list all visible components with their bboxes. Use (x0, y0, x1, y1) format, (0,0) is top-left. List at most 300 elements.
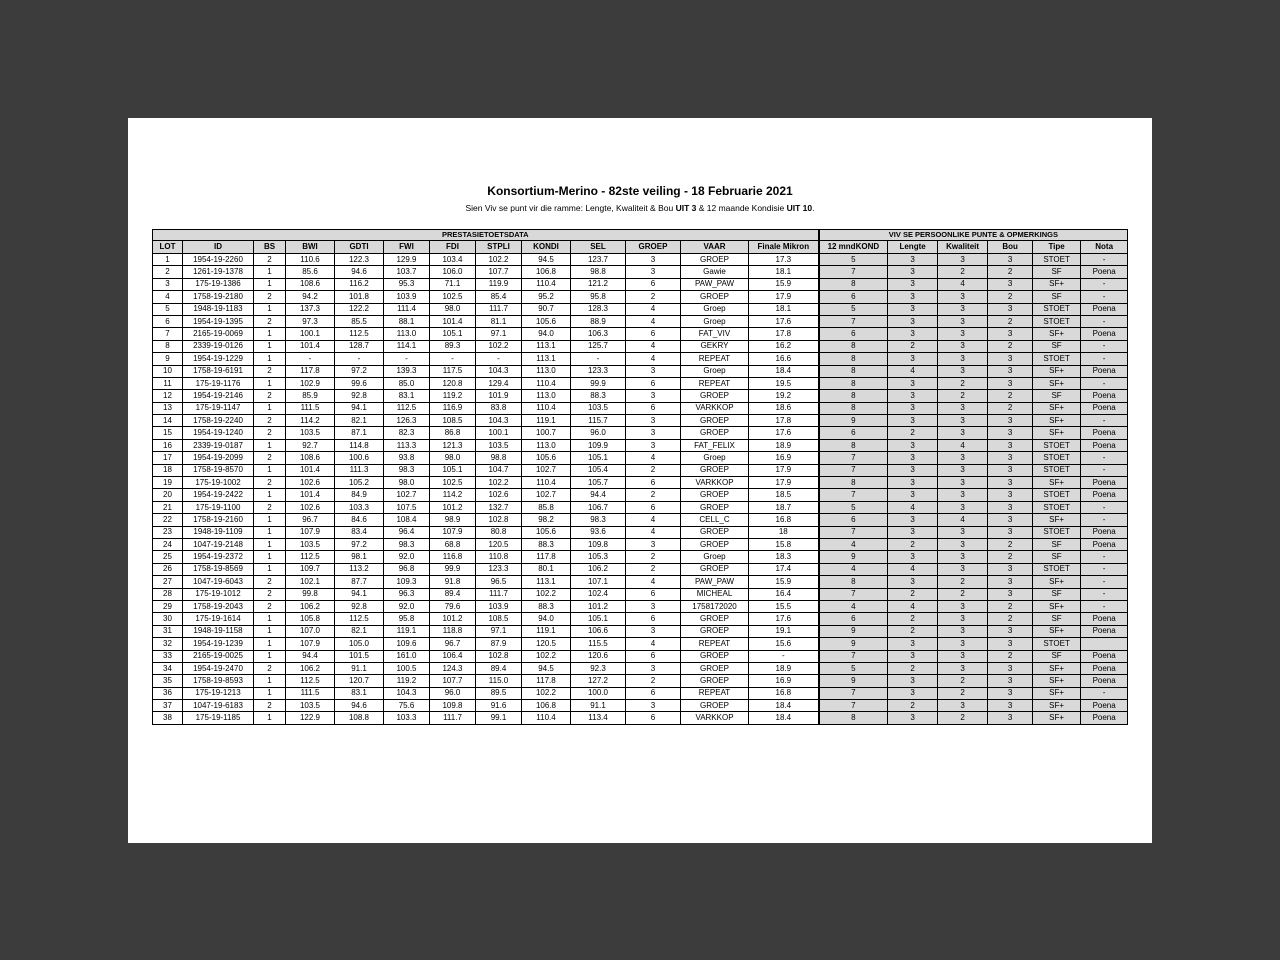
cell-tipe: SF (1033, 390, 1081, 402)
cell-12mndkond: 4 (819, 600, 888, 612)
cell-12mndkond: 7 (819, 452, 888, 464)
cell-lot: 27 (153, 576, 183, 588)
cell-fdi: 108.5 (430, 415, 476, 427)
cell-stpli: 87.9 (476, 638, 522, 650)
cell-lot: 11 (153, 377, 183, 389)
cell-bou: 3 (988, 588, 1033, 600)
cell-bwi: 107.0 (286, 625, 335, 637)
cell-nota: - (1081, 551, 1128, 563)
subtitle-bold-uit3: UIT 3 (675, 203, 697, 213)
cell-bou: 3 (988, 353, 1033, 365)
cell-lengte: 2 (888, 625, 938, 637)
cell-lot: 34 (153, 662, 183, 674)
cell-12mndkond: 8 (819, 477, 888, 489)
cell-gdti: 82.1 (335, 415, 384, 427)
cell-groep: 3 (626, 427, 681, 439)
cell-fdi: 114.2 (430, 489, 476, 501)
cell-stpli: 103.9 (476, 600, 522, 612)
cell-id: 175-19-1185 (183, 712, 254, 724)
cell-kwaliteit: 3 (938, 563, 988, 575)
cell-groep: 3 (626, 439, 681, 451)
cell-bou: 3 (988, 477, 1033, 489)
cell-nota: - (1081, 464, 1128, 476)
cell-12mndkond: 8 (819, 576, 888, 588)
col-header-stpli: STPLI (476, 241, 522, 254)
cell-sel: 123.7 (571, 254, 626, 266)
cell-bwi: 96.7 (286, 514, 335, 526)
cell-fdi: 107.9 (430, 526, 476, 538)
cell-kondi: 95.2 (522, 291, 571, 303)
cell-nota: Poena (1081, 700, 1128, 712)
cell-nota: - (1081, 415, 1128, 427)
cell-kwaliteit: 4 (938, 278, 988, 290)
cell-lengte: 4 (888, 365, 938, 377)
cell-lengte: 4 (888, 501, 938, 513)
cell-nota: - (1081, 687, 1128, 699)
cell-gdti: 101.8 (335, 291, 384, 303)
cell-finale-mikron: 17.4 (749, 563, 819, 575)
cell-kwaliteit: 2 (938, 712, 988, 724)
cell-12mndkond: 5 (819, 303, 888, 315)
cell-12mndkond: 8 (819, 377, 888, 389)
cell-vaar: GROEP (681, 613, 749, 625)
cell-nota: Poena (1081, 526, 1128, 538)
cell-groep: 3 (626, 365, 681, 377)
cell-gdti: 84.6 (335, 514, 384, 526)
cell-kondi: 100.7 (522, 427, 571, 439)
cell-fwi: 119.2 (384, 675, 430, 687)
cell-12mndkond: 9 (819, 625, 888, 637)
cell-vaar: Groep (681, 551, 749, 563)
cell-12mndkond: 6 (819, 613, 888, 625)
cell-bs: 2 (254, 600, 286, 612)
cell-lot: 12 (153, 390, 183, 402)
cell-finale-mikron: 16.2 (749, 340, 819, 352)
cell-gdti: 87.1 (335, 427, 384, 439)
cell-vaar: GROEP (681, 415, 749, 427)
cell-nota (1081, 638, 1128, 650)
cell-12mndkond: 8 (819, 353, 888, 365)
cell-fdi: 121.3 (430, 439, 476, 451)
cell-tipe: SF+ (1033, 278, 1081, 290)
cell-bou: 3 (988, 427, 1033, 439)
cell-sel: 105.4 (571, 464, 626, 476)
table-row (153, 353, 1128, 365)
cell-bou: 2 (988, 600, 1033, 612)
cell-tipe: STOET (1033, 315, 1081, 327)
cell-tipe: SF+ (1033, 377, 1081, 389)
cell-id: 175-19-1176 (183, 377, 254, 389)
cell-stpli: 102.8 (476, 650, 522, 662)
col-header-finale-mikron: Finale Mikron (749, 241, 819, 254)
cell-vaar: REPEAT (681, 638, 749, 650)
cell-finale-mikron: 16.9 (749, 675, 819, 687)
cell-groep: 2 (626, 291, 681, 303)
cell-lengte: 2 (888, 427, 938, 439)
cell-nota: - (1081, 501, 1128, 513)
cell-lengte: 3 (888, 439, 938, 451)
cell-tipe: SF+ (1033, 328, 1081, 340)
cell-vaar: FAT_FELIX (681, 439, 749, 451)
table-row (153, 687, 1128, 699)
table-row (153, 662, 1128, 674)
cell-gdti: 100.6 (335, 452, 384, 464)
cell-lengte: 3 (888, 452, 938, 464)
cell-id: 1954-19-2470 (183, 662, 254, 674)
cell-fdi: 89.3 (430, 340, 476, 352)
cell-stpli: 97.1 (476, 328, 522, 340)
cell-kondi: 110.4 (522, 377, 571, 389)
cell-gdti: 101.5 (335, 650, 384, 662)
cell-bs: 1 (254, 687, 286, 699)
cell-lengte: 3 (888, 353, 938, 365)
cell-finale-mikron: 18 (749, 526, 819, 538)
cell-bwi: 112.5 (286, 551, 335, 563)
cell-finale-mikron: 17.6 (749, 427, 819, 439)
cell-gdti: 85.5 (335, 315, 384, 327)
cell-fdi: 98.0 (430, 452, 476, 464)
cell-fdi: 103.4 (430, 254, 476, 266)
table-row (153, 700, 1128, 712)
cell-stpli: 102.2 (476, 477, 522, 489)
cell-stpli: 97.1 (476, 625, 522, 637)
cell-sel: 94.4 (571, 489, 626, 501)
cell-id: 2339-19-0126 (183, 340, 254, 352)
cell-finale-mikron: 16.4 (749, 588, 819, 600)
cell-bs: 2 (254, 291, 286, 303)
cell-bwi: 101.4 (286, 340, 335, 352)
cell-lot: 18 (153, 464, 183, 476)
cell-kwaliteit: 3 (938, 613, 988, 625)
cell-finale-mikron: 16.9 (749, 452, 819, 464)
cell-lot: 38 (153, 712, 183, 724)
col-header-lengte: Lengte (888, 241, 938, 254)
cell-kondi: 88.3 (522, 538, 571, 550)
cell-kondi: 113.0 (522, 365, 571, 377)
cell-gdti: 92.8 (335, 600, 384, 612)
table-row (153, 266, 1128, 278)
cell-stpli: 104.3 (476, 415, 522, 427)
cell-sel: 106.3 (571, 328, 626, 340)
cell-sel: 96.0 (571, 427, 626, 439)
cell-tipe: SF+ (1033, 700, 1081, 712)
cell-bou: 3 (988, 675, 1033, 687)
cell-bs: 1 (254, 464, 286, 476)
cell-groep: 6 (626, 278, 681, 290)
cell-kondi: 80.1 (522, 563, 571, 575)
cell-lengte: 3 (888, 402, 938, 414)
cell-gdti: 94.6 (335, 266, 384, 278)
cell-12mndkond: 9 (819, 415, 888, 427)
cell-bs: 1 (254, 526, 286, 538)
cell-fdi: 99.9 (430, 563, 476, 575)
cell-bs: 1 (254, 377, 286, 389)
cell-gdti: 112.5 (335, 613, 384, 625)
cell-finale-mikron: 18.4 (749, 712, 819, 724)
cell-vaar: Gawie (681, 266, 749, 278)
cell-kwaliteit: 3 (938, 477, 988, 489)
cell-vaar: GROEP (681, 489, 749, 501)
cell-bwi: 94.2 (286, 291, 335, 303)
cell-vaar: GROEP (681, 254, 749, 266)
cell-kwaliteit: 3 (938, 625, 988, 637)
cell-lot: 31 (153, 625, 183, 637)
cell-kondi: 85.8 (522, 501, 571, 513)
cell-sel: 101.2 (571, 600, 626, 612)
subtitle-text-1: Sien Viv se punt vir die ramme: Lengte, Kwaliteit & Bou (465, 203, 676, 213)
cell-stpli: 99.1 (476, 712, 522, 724)
cell-fwi: 113.0 (384, 328, 430, 340)
cell-stpli: 102.2 (476, 340, 522, 352)
cell-finale-mikron: 17.6 (749, 613, 819, 625)
cell-bwi: 137.3 (286, 303, 335, 315)
cell-kwaliteit: 2 (938, 390, 988, 402)
cell-id: 175-19-1012 (183, 588, 254, 600)
cell-lengte: 2 (888, 700, 938, 712)
cell-fwi: 102.7 (384, 489, 430, 501)
cell-nota: - (1081, 600, 1128, 612)
cell-kondi: 110.4 (522, 712, 571, 724)
cell-kondi: 102.2 (522, 588, 571, 600)
cell-groep: 6 (626, 501, 681, 513)
cell-bou: 3 (988, 303, 1033, 315)
cell-sel: 99.9 (571, 377, 626, 389)
cell-groep: 4 (626, 303, 681, 315)
col-header-id: ID (183, 241, 254, 254)
cell-id: 1261-19-1378 (183, 266, 254, 278)
cell-gdti: 122.2 (335, 303, 384, 315)
cell-kondi: 117.8 (522, 551, 571, 563)
cell-kondi: 90.7 (522, 303, 571, 315)
cell-finale-mikron: 18.1 (749, 266, 819, 278)
cell-bou: 3 (988, 712, 1033, 724)
cell-nota: - (1081, 254, 1128, 266)
cell-stpli: - (476, 353, 522, 365)
cell-lengte: 2 (888, 340, 938, 352)
cell-tipe: SF (1033, 291, 1081, 303)
cell-12mndkond: 8 (819, 439, 888, 451)
cell-fwi: 103.3 (384, 712, 430, 724)
cell-nota: - (1081, 340, 1128, 352)
cell-stpli: 129.4 (476, 377, 522, 389)
cell-sel: 127.2 (571, 675, 626, 687)
cell-vaar: Groep (681, 452, 749, 464)
cell-kwaliteit: 3 (938, 452, 988, 464)
cell-tipe: SF+ (1033, 402, 1081, 414)
cell-bwi: 110.6 (286, 254, 335, 266)
cell-bs: 1 (254, 266, 286, 278)
group-header-row (153, 230, 1128, 241)
col-header-lot: LOT (153, 241, 183, 254)
cell-vaar: GROEP (681, 501, 749, 513)
cell-gdti: 122.3 (335, 254, 384, 266)
cell-groep: 2 (626, 563, 681, 575)
cell-finale-mikron: 15.9 (749, 278, 819, 290)
cell-kwaliteit: 2 (938, 687, 988, 699)
cell-kwaliteit: 2 (938, 377, 988, 389)
cell-id: 1954-19-1240 (183, 427, 254, 439)
cell-bs: 1 (254, 650, 286, 662)
cell-sel: 109.8 (571, 538, 626, 550)
cell-fdi: 101.2 (430, 501, 476, 513)
cell-tipe: SF+ (1033, 576, 1081, 588)
cell-tipe: SF+ (1033, 477, 1081, 489)
cell-kwaliteit: 2 (938, 588, 988, 600)
cell-lot: 13 (153, 402, 183, 414)
cell-kwaliteit: 3 (938, 489, 988, 501)
cell-fdi: 101.4 (430, 315, 476, 327)
cell-fdi: 105.1 (430, 328, 476, 340)
cell-sel: 91.1 (571, 700, 626, 712)
cell-vaar: GROEP (681, 625, 749, 637)
cell-bs: 1 (254, 675, 286, 687)
cell-stpli: 132.7 (476, 501, 522, 513)
cell-nota: - (1081, 377, 1128, 389)
cell-fdi: 91.8 (430, 576, 476, 588)
cell-lengte: 3 (888, 291, 938, 303)
table-row (153, 402, 1128, 414)
cell-fwi: 109.3 (384, 576, 430, 588)
cell-sel: 105.1 (571, 452, 626, 464)
table-row (153, 315, 1128, 327)
cell-lot: 36 (153, 687, 183, 699)
table-row (153, 415, 1128, 427)
cell-vaar: GEKRY (681, 340, 749, 352)
cell-lot: 3 (153, 278, 183, 290)
cell-vaar: FAT_VIV (681, 328, 749, 340)
cell-lot: 10 (153, 365, 183, 377)
cell-stpli: 115.0 (476, 675, 522, 687)
cell-lot: 32 (153, 638, 183, 650)
cell-bwi: 92.7 (286, 439, 335, 451)
cell-bwi: 112.5 (286, 675, 335, 687)
cell-lengte: 3 (888, 477, 938, 489)
cell-bs: 1 (254, 712, 286, 724)
cell-12mndkond: 7 (819, 588, 888, 600)
cell-tipe: SF (1033, 613, 1081, 625)
cell-lengte: 3 (888, 675, 938, 687)
cell-lengte: 3 (888, 526, 938, 538)
cell-vaar: Groep (681, 365, 749, 377)
cell-tipe: SF (1033, 650, 1081, 662)
cell-bou: 3 (988, 365, 1033, 377)
cell-sel: 115.5 (571, 638, 626, 650)
table-row (153, 464, 1128, 476)
cell-fwi: 93.8 (384, 452, 430, 464)
cell-12mndkond: 7 (819, 266, 888, 278)
cell-lot: 1 (153, 254, 183, 266)
cell-nota: - (1081, 563, 1128, 575)
cell-bs: 1 (254, 613, 286, 625)
cell-fwi: 109.6 (384, 638, 430, 650)
cell-gdti: 82.1 (335, 625, 384, 637)
cell-gdti: 99.6 (335, 377, 384, 389)
cell-gdti: 98.1 (335, 551, 384, 563)
cell-bou: 2 (988, 315, 1033, 327)
cell-groep: 6 (626, 402, 681, 414)
cell-kwaliteit: 3 (938, 662, 988, 674)
cell-lengte: 3 (888, 464, 938, 476)
cell-groep: 2 (626, 675, 681, 687)
cell-bou: 3 (988, 514, 1033, 526)
cell-kondi: 113.1 (522, 353, 571, 365)
cell-nota: - (1081, 576, 1128, 588)
cell-id: 1758-19-2043 (183, 600, 254, 612)
cell-bou: 3 (988, 625, 1033, 637)
cell-sel: 105.3 (571, 551, 626, 563)
group-header-prestasietoetsdata: PRESTASIETOETSDATA (153, 230, 819, 241)
table-row (153, 254, 1128, 266)
cell-bwi: 106.2 (286, 600, 335, 612)
cell-id: 175-19-1002 (183, 477, 254, 489)
cell-groep: 6 (626, 377, 681, 389)
col-header-fwi: FWI (384, 241, 430, 254)
cell-lot: 7 (153, 328, 183, 340)
cell-bou: 3 (988, 563, 1033, 575)
cell-tipe: STOET (1033, 254, 1081, 266)
cell-gdti: 92.8 (335, 390, 384, 402)
cell-fdi: 101.2 (430, 613, 476, 625)
cell-fdi: 111.7 (430, 712, 476, 724)
cell-fdi: 116.8 (430, 551, 476, 563)
cell-tipe: SF+ (1033, 427, 1081, 439)
cell-fwi: 95.8 (384, 613, 430, 625)
cell-lot: 23 (153, 526, 183, 538)
cell-nota: Poena (1081, 266, 1128, 278)
cell-lengte: 3 (888, 254, 938, 266)
cell-kondi: 102.7 (522, 489, 571, 501)
cell-12mndkond: 6 (819, 514, 888, 526)
cell-bou: 2 (988, 266, 1033, 278)
cell-stpli: 80.8 (476, 526, 522, 538)
cell-nota: Poena (1081, 328, 1128, 340)
cell-fdi: 96.7 (430, 638, 476, 650)
col-header-nota: Nota (1081, 241, 1128, 254)
cell-kwaliteit: 3 (938, 291, 988, 303)
cell-bou: 2 (988, 650, 1033, 662)
cell-12mndkond: 8 (819, 712, 888, 724)
cell-vaar: PAW_PAW (681, 278, 749, 290)
cell-sel: 121.2 (571, 278, 626, 290)
table-row (153, 551, 1128, 563)
cell-bs: 1 (254, 563, 286, 575)
table-row (153, 291, 1128, 303)
table-body (153, 254, 1128, 725)
cell-nota: Poena (1081, 365, 1128, 377)
cell-id: 1954-19-1229 (183, 353, 254, 365)
cell-fwi: 139.3 (384, 365, 430, 377)
table-row (153, 638, 1128, 650)
cell-id: 1047-19-2148 (183, 538, 254, 550)
cell-bwi: 111.5 (286, 687, 335, 699)
cell-bwi: 122.9 (286, 712, 335, 724)
cell-stpli: 102.8 (476, 514, 522, 526)
cell-kwaliteit: 3 (938, 315, 988, 327)
cell-vaar: GROEP (681, 291, 749, 303)
cell-stpli: 98.8 (476, 452, 522, 464)
cell-stpli: 102.6 (476, 489, 522, 501)
cell-nota: - (1081, 452, 1128, 464)
cell-sel: - (571, 353, 626, 365)
cell-groep: 6 (626, 687, 681, 699)
cell-gdti: 105.2 (335, 477, 384, 489)
cell-fwi: 108.4 (384, 514, 430, 526)
cell-kwaliteit: 4 (938, 514, 988, 526)
cell-lengte: 3 (888, 638, 938, 650)
cell-stpli: 101.9 (476, 390, 522, 402)
cell-nota: Poena (1081, 489, 1128, 501)
cell-12mndkond: 7 (819, 700, 888, 712)
